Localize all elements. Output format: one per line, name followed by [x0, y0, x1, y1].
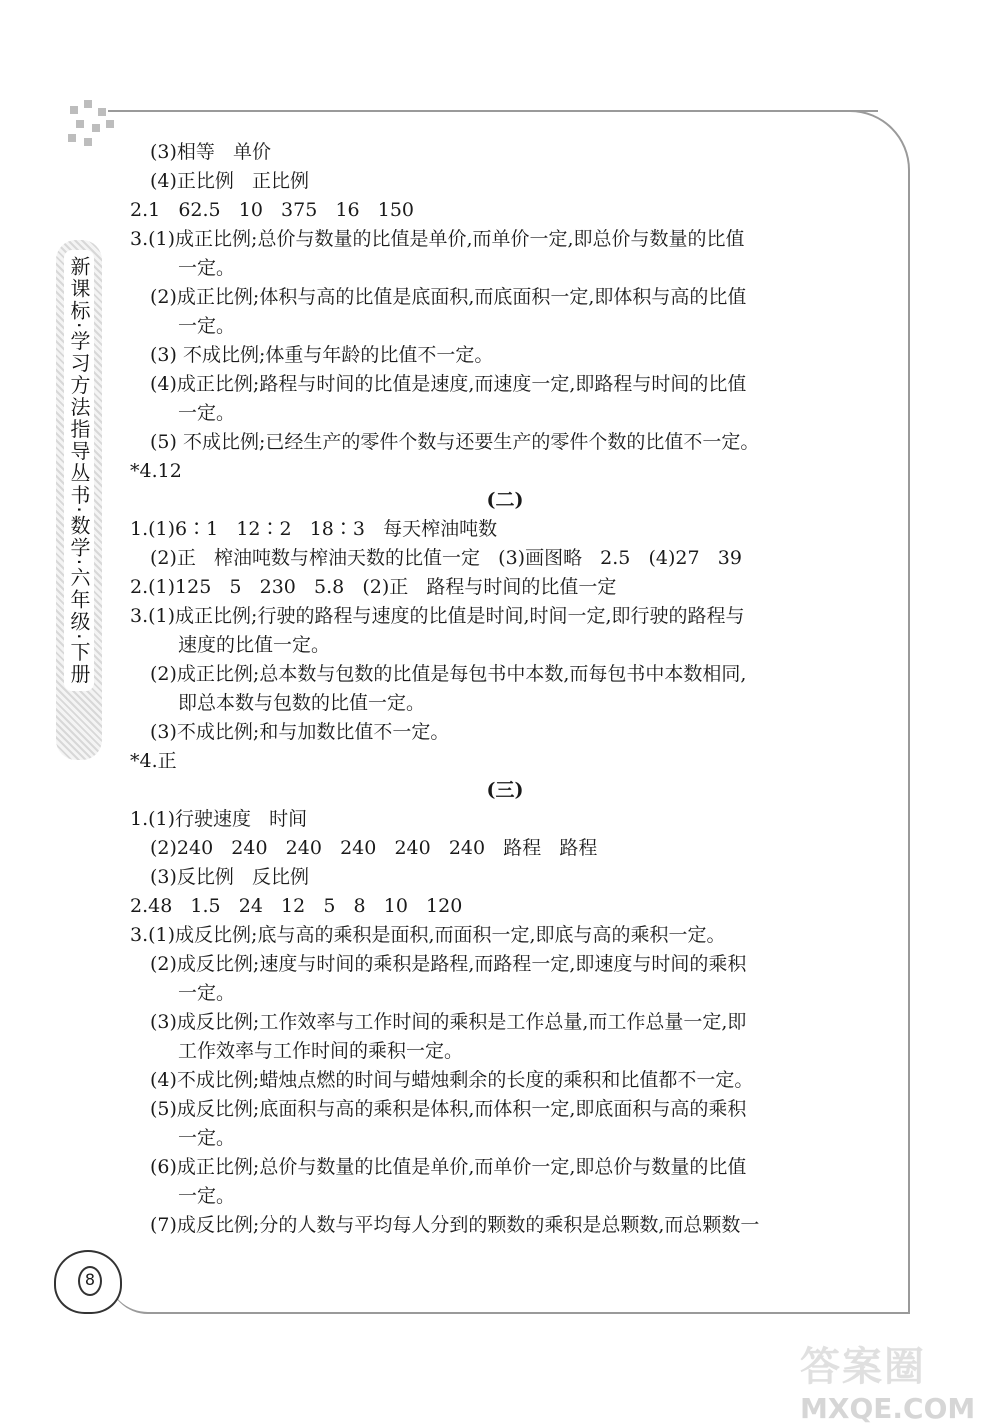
answer-line: (2)成正比例;总本数与包数的比值是每包书中本数,而每包书中本数相同, [150, 663, 747, 685]
answer-line: (4)不成比例;蜡烛点燃的时间与蜡烛剩余的长度的乘积和比值都不一定。 [150, 1069, 754, 1091]
answer-line: (6)成正比例;总价与数量的比值是单价,而单价一定,即总价与数量的比值 [150, 1156, 747, 1178]
corner-decoration-icon [66, 100, 126, 160]
answer-line: 1.(1)行驶速度 时间 [130, 808, 308, 830]
answer-line: *4.正 [130, 750, 177, 772]
answer-line: (5) 不成比例;已经生产的零件个数与还要生产的零件个数的比值不一定。 [150, 431, 760, 453]
section-heading: (三) [486, 779, 524, 801]
answer-line: 一定。 [178, 1127, 236, 1149]
answer-line: *4.12 [130, 460, 182, 482]
answer-line: (2)成正比例;体积与高的比值是底面积,而底面积一定,即体积与高的比值 [150, 286, 747, 308]
watermark [800, 1335, 990, 1425]
answer-line: 2.1 62.5 10 375 16 150 [130, 199, 414, 221]
answer-line: 2.(1)125 5 230 5.8 (2)正 路程与时间的比值一定 [130, 576, 617, 598]
book-series-title: 新课标·学习方法指导丛书·数学·六年级·下册 [64, 250, 94, 691]
answer-line: (3)相等 单价 [150, 141, 272, 163]
watermark-url: MXQE.COM [800, 1392, 976, 1425]
answer-content [130, 138, 880, 1240]
section-heading: (二) [486, 489, 524, 511]
answer-line: 3.(1)成正比例;总价与数量的比值是单价,而单价一定,即总价与数量的比值 [130, 228, 745, 250]
answer-line: (7)成反比例;分的人数与平均每人分到的颗数的乘积是总颗数,而总颗数一 [150, 1214, 760, 1236]
answer-line: 1.(1)6∶1 12∶2 18∶3 每天榨油吨数 [130, 518, 498, 540]
answer-line: (2)正 榨油吨数与榨油天数的比值一定 (3)画图略 2.5 (4)27 39 [150, 547, 742, 569]
answer-line: 一定。 [178, 982, 236, 1004]
answer-line: (3)成反比例;工作效率与工作时间的乘积是工作总量,而工作总量一定,即 [150, 1011, 747, 1033]
answer-line: 即总本数与包数的比值一定。 [178, 692, 426, 714]
answer-line: (2)240 240 240 240 240 240 路程 路程 [150, 837, 598, 859]
answer-line: 一定。 [178, 402, 236, 424]
answer-line: 3.(1)成正比例;行驶的路程与速度的比值是时间,时间一定,即行驶的路程与 [130, 605, 745, 627]
answer-line: 3.(1)成反比例;底与高的乘积是面积,而面积一定,即底与高的乘积一定。 [130, 924, 726, 946]
mascot-page-badge-icon [54, 1250, 122, 1314]
page-number: 8 [78, 1266, 102, 1296]
answer-line: 2.48 1.5 24 12 5 8 10 120 [130, 895, 463, 917]
answer-line: (4)正比例 正比例 [150, 170, 310, 192]
answer-line: 一定。 [178, 257, 236, 279]
answer-line: 工作效率与工作时间的乘积一定。 [178, 1040, 464, 1062]
answer-line: (3) 不成比例;体重与年龄的比值不一定。 [150, 344, 494, 366]
answer-line: 一定。 [178, 1185, 236, 1207]
answer-line: 速度的比值一定。 [178, 634, 331, 656]
answer-line: 一定。 [178, 315, 236, 337]
answer-line: (4)成正比例;路程与时间的比值是速度,而速度一定,即路程与时间的比值 [150, 373, 747, 395]
watermark-title: 答案圈 [800, 1344, 926, 1390]
answer-line: (2)成反比例;速度与时间的乘积是路程,而路程一定,即速度与时间的乘积 [150, 953, 747, 975]
answer-line: (3)反比例 反比例 [150, 866, 310, 888]
answer-line: (5)成反比例;底面积与高的乘积是体积,而体积一定,即底面积与高的乘积 [150, 1098, 747, 1120]
answer-line: (3)不成比例;和与加数比值不一定。 [150, 721, 450, 743]
